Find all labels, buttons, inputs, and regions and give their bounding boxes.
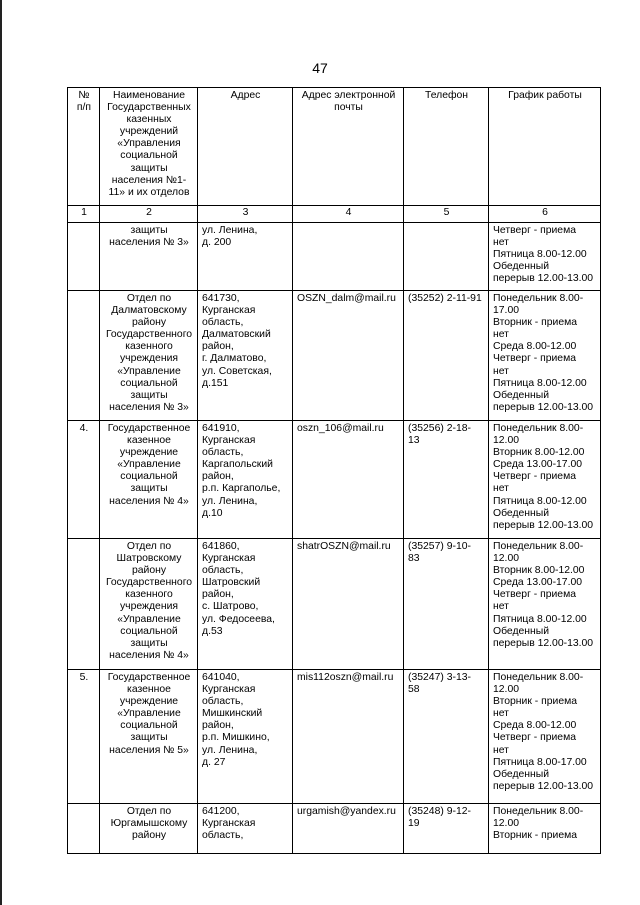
address-line: 641910, — [202, 423, 240, 434]
schedule-line: Вторник 8.00-12.00 — [493, 447, 585, 459]
institution-name-line: району — [131, 317, 167, 329]
schedule-line: Среда 13.00-17.00 — [493, 577, 583, 589]
address-line: район, — [202, 341, 234, 353]
email-cell — [293, 421, 404, 539]
email-line: mis112oszn@mail.ru — [297, 672, 394, 683]
row-number-cell — [68, 804, 100, 854]
institution-name-line: социальной — [120, 720, 178, 732]
table-row — [68, 421, 601, 539]
schedule-line: нет — [493, 708, 509, 720]
header-email — [293, 88, 404, 206]
phone-line: (35257) 9-10- — [408, 541, 471, 552]
institution-name-line: защиты — [130, 483, 168, 495]
row-number-line: 4. — [79, 423, 89, 434]
schedule-cell — [489, 291, 601, 421]
institution-name-line: казенного — [125, 589, 173, 601]
row-number-cell — [68, 670, 100, 804]
institution-name-line: казенное — [127, 684, 171, 696]
header-number — [68, 88, 100, 206]
column-index-row — [68, 206, 601, 223]
institution-name-line: казенного — [125, 341, 173, 353]
header-text-line: Адрес электронной — [301, 90, 396, 101]
phone-cell — [404, 223, 489, 291]
email-line: OSZN_dalm@mail.ru — [297, 293, 396, 304]
page-left-edge — [0, 0, 2, 905]
phone-cell — [404, 539, 489, 670]
institution-name-line: «Управление — [117, 459, 181, 471]
table-row — [68, 670, 601, 804]
schedule-line: перерыв 12.00-13.00 — [493, 780, 594, 792]
header-text-line: График работы — [508, 90, 582, 101]
institution-name-line: «Управление — [117, 613, 181, 625]
schedule-line: Понедельник 8.00- — [493, 423, 584, 434]
header-text-line: Наименование — [112, 90, 186, 101]
header-text-line: 11» и их отделов — [108, 186, 190, 198]
schedule-line: Пятница 8.00-17.00 — [493, 756, 587, 768]
institution-name-line: социальной — [120, 625, 178, 637]
address-line: 641040, — [202, 672, 240, 683]
page-number: 47 — [312, 60, 328, 76]
schedule-cell — [489, 670, 601, 804]
schedule-line: Четверг - приема — [493, 225, 577, 236]
institution-name-line: социальной — [120, 377, 178, 389]
address-line: район, — [202, 589, 234, 601]
address-line: ул. Ленина, — [202, 495, 258, 507]
phone-line: 58 — [408, 684, 420, 696]
schedule-line: перерыв 12.00-13.00 — [493, 519, 594, 531]
schedule-line: 12.00 — [493, 553, 520, 565]
institution-name-line: защиты — [130, 732, 168, 744]
institution-name-line: социальной — [120, 471, 178, 483]
institution-name-line: Государственного — [105, 577, 193, 589]
schedule-line: Среда 13.00-17.00 — [493, 459, 583, 471]
schedule-line: Четверг - приема — [493, 589, 577, 601]
phone-cell — [404, 670, 489, 804]
row-number-cell — [68, 291, 100, 421]
address-line: р.п. Каргаполье, — [202, 483, 281, 495]
schedule-line: 12.00 — [493, 684, 520, 696]
header-phone-lines — [408, 90, 485, 102]
header-text-line: п/п — [76, 102, 92, 114]
column-index-2: 2 — [100, 206, 198, 223]
email-cell — [293, 223, 404, 291]
phone-cell — [404, 804, 489, 854]
address-line: Курганская — [202, 435, 256, 447]
address-line: область, — [202, 830, 244, 842]
institution-name-line: учреждение — [119, 696, 179, 708]
address-cell — [198, 804, 293, 854]
institution-name-line: населения № 3» — [109, 401, 189, 413]
institutions-table — [67, 87, 601, 854]
header-text-line: учреждений — [119, 126, 179, 138]
schedule-line: 17.00 — [493, 305, 520, 317]
email-cell — [293, 291, 404, 421]
address-cell — [198, 539, 293, 670]
institution-name-line: казенное — [127, 435, 171, 447]
header-text-line: социальной — [120, 150, 178, 162]
phone-line: (35252) 2-11-91 — [408, 293, 482, 304]
address-line: г. Далматово, — [202, 353, 267, 365]
phone-line: (35256) 2-18- — [408, 423, 471, 434]
schedule-line: нет — [493, 237, 509, 249]
schedule-line: Пятница 8.00-12.00 — [493, 377, 587, 389]
address-cell — [198, 670, 293, 804]
email-line: oszn_106@mail.ru — [297, 423, 384, 434]
schedule-cell — [489, 223, 601, 291]
email-line: shatrOSZN@mail.ru — [297, 541, 391, 552]
table-row — [68, 804, 601, 854]
row-number-cell — [68, 223, 100, 291]
institution-name-line: Отдел по — [126, 293, 172, 304]
schedule-cell — [489, 804, 601, 854]
schedule-line: перерыв 12.00-13.00 — [493, 273, 594, 285]
schedule-cell — [489, 421, 601, 539]
schedule-line: Понедельник 8.00- — [493, 293, 584, 304]
schedule-line: Понедельник 8.00- — [493, 672, 584, 683]
header-text-line: Государственных — [107, 102, 191, 114]
phone-cell — [404, 421, 489, 539]
institution-name-line: Шатровскому — [116, 553, 182, 565]
column-index-1: 1 — [68, 206, 100, 223]
column-index-3: 3 — [198, 206, 293, 223]
schedule-line: Понедельник 8.00- — [493, 806, 584, 817]
schedule-line: Четверг - приема — [493, 732, 577, 744]
header-text-line: № — [78, 90, 90, 101]
institution-name-line: «Управление — [117, 365, 181, 377]
schedule-line: нет — [493, 365, 509, 377]
schedule-line: нет — [493, 601, 509, 613]
header-address-lines — [202, 90, 289, 102]
schedule-line: Обеденный — [493, 389, 550, 401]
header-number-lines — [72, 90, 96, 114]
header-text-line: «Управления — [117, 138, 181, 150]
header-schedule-lines — [493, 90, 597, 102]
institution-name-cell — [100, 539, 198, 670]
table-row — [68, 539, 601, 670]
address-line: с. Шатрово, — [202, 601, 259, 613]
address-line: ул. Ленина, — [202, 225, 258, 236]
address-line: Курганская — [202, 818, 256, 830]
table-row — [68, 291, 601, 421]
schedule-line: Вторник - приема — [493, 317, 578, 329]
schedule-line: Вторник - приема — [493, 830, 578, 842]
institution-name-line: району — [131, 830, 167, 842]
address-line: 641200, — [202, 806, 240, 817]
institution-name-line: «Управление — [117, 708, 181, 720]
address-line: ул. Федосеева, — [202, 613, 275, 625]
column-index-6: 6 — [489, 206, 601, 223]
email-cell — [293, 539, 404, 670]
schedule-line: Среда 8.00-12.00 — [493, 720, 577, 732]
institution-name-line: населения № 4» — [109, 649, 189, 661]
address-line: Курганская — [202, 553, 256, 565]
address-line: д.151 — [202, 377, 229, 389]
schedule-line: Обеденный — [493, 507, 550, 519]
phone-line: 83 — [408, 553, 420, 565]
schedule-line: нет — [493, 483, 509, 495]
institution-name-line: Далматовскому — [111, 305, 187, 317]
schedule-line: Пятница 8.00-12.00 — [493, 495, 587, 507]
institution-name-line: учреждения — [119, 353, 178, 365]
table-row — [68, 223, 601, 291]
address-line: ул. Ленина, — [202, 744, 258, 756]
schedule-line: 12.00 — [493, 435, 520, 447]
schedule-line: Обеденный — [493, 261, 550, 273]
header-address — [198, 88, 293, 206]
address-line: Каргапольский — [202, 459, 273, 471]
header-row — [68, 88, 601, 206]
schedule-line: Четверг - приема — [493, 471, 577, 483]
column-index-4: 4 — [293, 206, 404, 223]
institution-name-cell — [100, 291, 198, 421]
column-index-5: 5 — [404, 206, 489, 223]
institution-name-line: населения № 3» — [109, 237, 189, 249]
address-line: д. 27 — [202, 756, 226, 768]
email-line: urgamish@yandex.ru — [297, 806, 396, 817]
schedule-line: Среда 8.00-12.00 — [493, 341, 577, 353]
email-cell — [293, 804, 404, 854]
header-text-line: защиты — [130, 162, 168, 174]
address-line: д.53 — [202, 625, 223, 637]
phone-line: 19 — [408, 818, 420, 830]
row-number-cell — [68, 539, 100, 670]
header-text-line: Адрес — [230, 90, 261, 101]
address-line: Мишкинский — [202, 708, 263, 720]
schedule-line: перерыв 12.00-13.00 — [493, 637, 594, 649]
schedule-line: перерыв 12.00-13.00 — [493, 401, 594, 413]
table-body — [68, 206, 601, 854]
email-cell — [293, 670, 404, 804]
address-line: область, — [202, 696, 244, 708]
header-text-line: почты — [334, 102, 363, 114]
institution-name-line: Юргамышскому — [110, 818, 188, 830]
institution-name-line: населения № 5» — [109, 744, 189, 756]
schedule-cell — [489, 539, 601, 670]
phone-line: (35248) 9-12- — [408, 806, 471, 817]
institution-name-cell — [100, 421, 198, 539]
institution-name-cell — [100, 223, 198, 291]
schedule-line: Пятница 8.00-12.00 — [493, 613, 587, 625]
institution-name-line: Государственное — [107, 672, 191, 683]
header-text-line: населения №1- — [111, 174, 187, 186]
address-line: 641730, — [202, 293, 240, 304]
address-line: Шатровский — [202, 577, 261, 589]
institution-name-line: Отдел по — [126, 541, 172, 552]
header-phone — [404, 88, 489, 206]
address-line: область, — [202, 317, 244, 329]
schedule-line: Понедельник 8.00- — [493, 541, 584, 552]
header-email-lines — [297, 90, 400, 114]
address-line: область, — [202, 565, 244, 577]
institution-name-line: Государственное — [107, 423, 191, 434]
schedule-line: Вторник 8.00-12.00 — [493, 565, 585, 577]
row-number-cell — [68, 421, 100, 539]
schedule-line: нет — [493, 329, 509, 341]
header-name-lines — [104, 90, 194, 199]
address-line: р.п. Мишкино, — [202, 732, 270, 744]
phone-cell — [404, 291, 489, 421]
schedule-line: Пятница 8.00-12.00 — [493, 249, 587, 261]
address-line: район, — [202, 720, 234, 732]
header-text-line: Телефон — [424, 90, 469, 101]
address-cell — [198, 223, 293, 291]
institution-name-line: Отдел по — [126, 806, 172, 817]
schedule-line: Вторник - приема — [493, 696, 578, 708]
institution-name-line: Государственного — [105, 329, 193, 341]
address-line: ул. Советская, — [202, 365, 272, 377]
schedule-line: Обеденный — [493, 625, 550, 637]
institution-name-cell — [100, 670, 198, 804]
address-line: Курганская — [202, 305, 256, 317]
header-schedule — [489, 88, 601, 206]
address-cell — [198, 421, 293, 539]
header-name — [100, 88, 198, 206]
schedule-line: Четверг - приема — [493, 353, 577, 365]
header-text-line: казенных — [126, 114, 172, 126]
institution-name-line: учреждение — [119, 447, 179, 459]
phone-line: (35247) 3-13- — [408, 672, 471, 683]
address-line: д.10 — [202, 507, 223, 519]
address-cell — [198, 291, 293, 421]
institution-name-line: учреждения — [119, 601, 178, 613]
address-line: район, — [202, 471, 234, 483]
address-line: Далматовский — [202, 329, 271, 341]
address-line: Курганская — [202, 684, 256, 696]
address-line: 641860, — [202, 541, 240, 552]
schedule-line: нет — [493, 744, 509, 756]
address-line: область, — [202, 447, 244, 459]
institution-name-line: защиты — [130, 389, 168, 401]
institution-name-line: защиты — [130, 637, 168, 649]
institution-name-line: населения № 4» — [109, 495, 189, 507]
address-line: д. 200 — [202, 237, 232, 249]
institution-name-line: защиты — [130, 225, 168, 236]
schedule-line: Обеденный — [493, 768, 550, 780]
phone-line: 13 — [408, 435, 420, 447]
row-number-line: 5. — [79, 672, 89, 683]
institution-name-line: району — [131, 565, 167, 577]
institution-name-cell — [100, 804, 198, 854]
schedule-line: 12.00 — [493, 818, 520, 830]
